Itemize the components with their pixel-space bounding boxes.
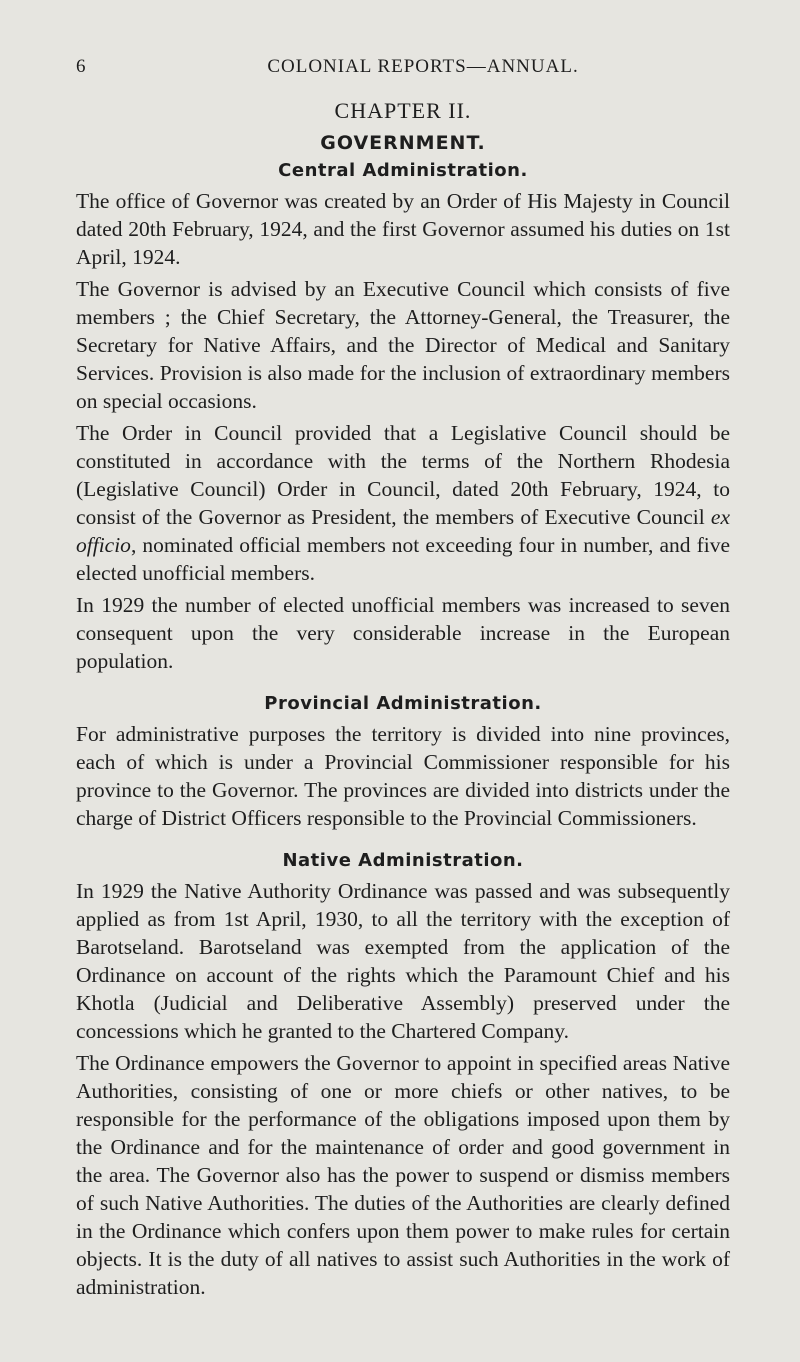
paragraph-central-3-start: The Order in Council provided that a Legislative Council should be constituted in accordance with the terms of the Northern Rhodesia (Legislative Council) Order in Council, dated 20th February, 1924, to consist of the Governor as President, the members of Executive Council (76, 421, 730, 529)
paragraph-central-3 (76, 419, 730, 587)
paragraph-central-2: The Governor is advised by an Executive Council which consists of five members ; the Chief Secretary, the Attorney-General, the Treasurer, the Secretary for Native Affairs, and the Director of Medical and Sanitary Services. Provision is also made for the inclusion of extraordinary members on special occasions. (76, 277, 730, 413)
paragraph-native-2: The Ordinance empowers the Governor to appoint in specified areas Native Authorities, consisting of one or more chiefs or other natives, to be responsible for the performance of the obligations imposed upon them by the Ordinance and for the maintenance of order and good government in the area. The Governor also has the power to suspend or dismiss members of such Native Authorities. The duties of the Authorities are clearly defined in the Ordinance which confers upon them power to make rules for certain objects. It is the duty of all natives to assist such Authorities in the work of administration. (76, 1051, 730, 1299)
paragraph-central-1: The office of Governor was created by an Order of His Majesty in Council dated 20th February, 1924, and the first Governor assumed his duties on 1st April, 1924. (76, 189, 730, 269)
chapter-title: GOVERNMENT. (320, 132, 486, 154)
section-title-native: Native Administration. (282, 850, 524, 871)
section-title-provincial: Provincial Administration. (264, 693, 542, 714)
paragraph-central-4: In 1929 the number of elected unofficial members was increased to seven consequent upon the very considerable increase in the European population. (76, 593, 730, 673)
running-title: COLONIAL REPORTS—ANNUAL. (267, 56, 579, 77)
section-title-central: Central Administration. (278, 160, 528, 181)
paragraph-provincial-1: For administrative purposes the territory is divided into nine provinces, each of which is under a Provincial Commissioner responsible for his province to the Governor. The provinces are divided into districts under the charge of District Officers responsible to the Provincial Commissioners. (76, 722, 730, 830)
chapter-number: CHAPTER II. (334, 98, 472, 123)
page-number: 6 (76, 56, 87, 77)
running-header (76, 56, 730, 86)
paragraph-central-3-end: , nominated official members not exceeding four in number, and five elected unofficial members. (76, 533, 730, 585)
paragraph-native-1: In 1929 the Native Authority Ordinance was passed and was subsequently applied as from 1st April, 1930, to all the territory with the exception of Barotseland. Barotseland was exempted from the application of the Ordinance on account of the rights which the Paramount Chief and his Khotla (Judicial and Deliberative Assembly) preserved under the concessions which he granted to the Chartered Company. (76, 879, 730, 1043)
paragraph-central-3-italic: ex officio (76, 505, 730, 557)
